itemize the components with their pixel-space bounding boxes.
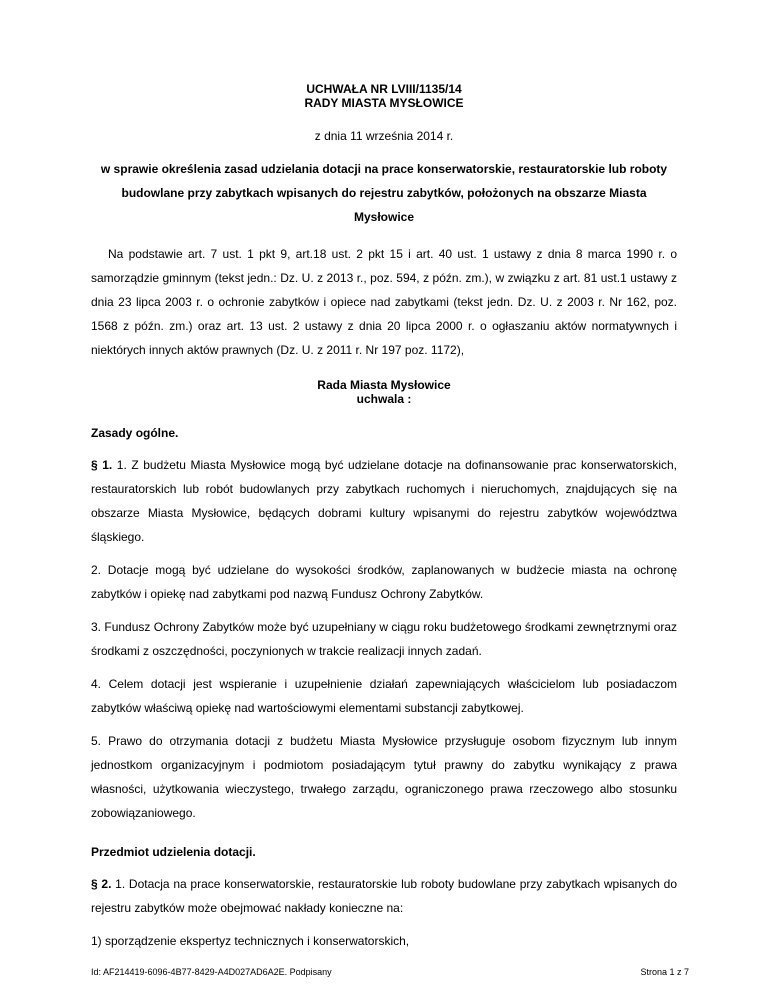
document-date: z dnia 11 września 2014 r. xyxy=(314,129,454,143)
resolution-line-2: uchwala : xyxy=(356,392,412,406)
section-2-paragraph-1-text: 1. Dotacja na prace konserwatorskie, restauratorskie lub roboty budowlane przy zabytkach wpisanych do rejestru zabytków może obejmować nakłady konieczne na: xyxy=(91,877,677,915)
section-1-paragraph-2: 2. Dotacje mogą być udzielane do wysokości środków, zaplanowanych w budżecie miasta na ochronę zabytków i opiekę nad zabytkami pod nazwą Fundusz Ochrony Zabytków. xyxy=(91,563,677,601)
document-content xyxy=(91,82,677,953)
title-line-2: RADY MIASTA MYSŁOWICE xyxy=(304,96,464,110)
document-subject: w sprawie określenia zasad udzielania dotacji na prace konserwatorskie, restauratorskie lub roboty budowlane przy zabytkach wpisanych do rejestru zabytków, położonych na obszarze Miasta Mysłowice xyxy=(100,162,668,224)
resolution-line-1: Rada Miasta Mysłowice xyxy=(317,378,451,392)
section-1-heading: Zasady ogólne. xyxy=(91,426,179,440)
footer-page-number: Strona 1 z 7 xyxy=(640,967,689,977)
section-1-paragraph-5: 5. Prawo do otrzymania dotacji z budżetu Miasta Mysłowice przysługuje osobom fizycznym lub innym jednostkom organizacyjnym i podmiotom posiadającym tytuł prawny do zabytku wynikający z prawa własności, użytkowania wieczystego, trwałego zarządu, ograniczonego prawa rzeczowego albo stosunku zobowiązaniowego. xyxy=(91,734,677,820)
section-2-paragraph-1 xyxy=(91,872,677,920)
section-2-heading: Przedmiot udzielenia dotacji. xyxy=(91,845,256,859)
section-1-paragraph-1 xyxy=(91,453,677,549)
section-1-paragraph-1-text: 1. Z budżetu Miasta Mysłowice mogą być udzielane dotacje na dofinansowanie prac konserwatorskich, restauratorskich lub robót budowlanych przy zabytkach ruchomych i nieruchomych, znajdujących się na obszarze Miasta Mysłowice, będących dobrami kultury wpisanymi do rejestru zabytków województwa śląskiego. xyxy=(91,458,678,544)
resolution-block xyxy=(91,378,677,406)
footer-document-id: Id: AF214419-6096-4B77-8429-A4D027AD6A2E. Podpisany xyxy=(91,967,332,977)
section-1-mark: § 1. xyxy=(91,458,113,472)
section-2-mark: § 2. xyxy=(91,877,112,891)
document-title xyxy=(91,82,677,110)
preamble-paragraph: Na podstawie art. 7 ust. 1 pkt 9, art.18 ust. 2 pkt 15 i art. 40 ust. 1 ustawy z dnia 8 marca 1990 r. o samorządzie gminnym (tekst jedn.: Dz. U. z 2013 r., poz. 594, z późn. zm.), w związku z art. 81 ust.1 ustawy z dnia 23 lipca 2003 r. o ochronie zabytków i opiece nad zabytkami (tekst jedn. Dz. U. z 2003 r. Nr 162, poz. 1568 z późn. zm.) oraz art. 13 ust. 2 ustawy z dnia 20 lipca 2000 r. o ogłaszaniu aktów normatywnych i niektórych innych aktów prawnych (Dz. U. z 2011 r. Nr 197 poz. 1172), xyxy=(91,247,677,357)
section-1-paragraph-4: 4. Celem dotacji jest wspieranie i uzupełnienie działań zapewniających właścicielom lub posiadaczom zabytków właściwą opiekę nad wartościowymi elementami substancji zabytkowej. xyxy=(91,677,677,715)
title-line-1: UCHWAŁA NR LVIII/1135/14 xyxy=(306,82,462,96)
section-1-paragraph-3: 3. Fundusz Ochrony Zabytków może być uzupełniany w ciągu roku budżetowego środkami zewnętrznymi oraz środkami z oszczędności, poczynionych w trakcie realizacji innych zadań. xyxy=(91,620,677,658)
section-2-item-1: 1) sporządzenie ekspertyz technicznych i konserwatorskich, xyxy=(91,934,410,948)
